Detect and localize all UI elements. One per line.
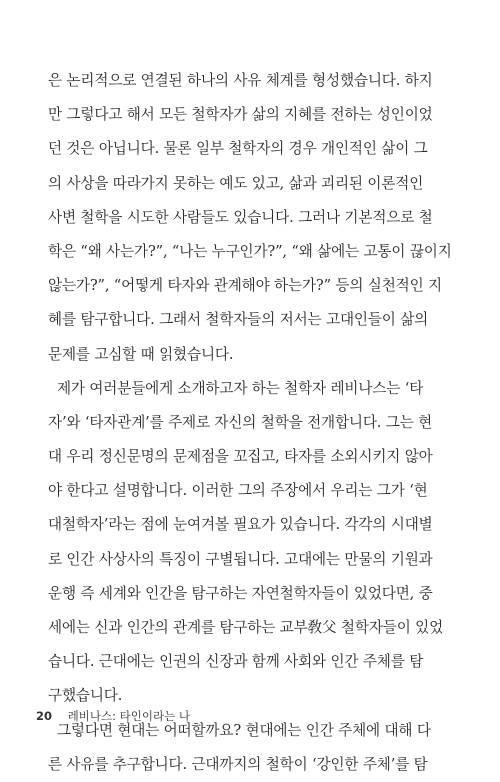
page-number: 20 bbox=[36, 709, 53, 723]
text-line: 않는가?”, “어떻게 타자와 관계해야 하는가?” 등의 실천적인 지 bbox=[48, 277, 442, 295]
text-line: 대 우리 정신문명의 문제점을 꼬집고, 타자를 소외시키지 않아 bbox=[48, 448, 433, 466]
body-text bbox=[48, 64, 460, 782]
text-line: 구했습니다. bbox=[48, 687, 123, 705]
text-line: 세에는 신과 인간의 관계를 탐구하는 교부敎父 철학자들이 있었 bbox=[48, 619, 444, 636]
text-line: 문제를 고심할 때 읽혔습니다. bbox=[48, 345, 234, 363]
text-line: 른 사유를 추구합니다. 근대까지의 철학이 ‘강인한 주체’를 탐 bbox=[48, 755, 428, 773]
text-line: 학은 “왜 사는가?”, “나는 누구인가?”, “왜 삶에는 고통이 끊이지 bbox=[48, 242, 452, 260]
text-line: 던 것은 아닙니다. 물론 일부 철학자의 경우 개인적인 삶이 그 bbox=[48, 140, 428, 158]
text-line: 은 논리적으로 연결된 하나의 사유 체계를 형성했습니다. 하지 bbox=[48, 72, 433, 89]
text-line: 의 사상을 따라가지 못하는 예도 있고, 삶과 괴리된 이론적인 bbox=[48, 174, 424, 192]
text-line: 만 그렇다고 해서 모든 철학자가 삶의 지혜를 전하는 성인이었 bbox=[48, 106, 433, 124]
text-line: 대철학자’라는 점에 눈여겨볼 필요가 있습니다. 각각의 시대별 bbox=[48, 516, 433, 534]
text-line: 로 인간 사상사의 특징이 구별됩니다. 고대에는 만물의 기원과 bbox=[48, 550, 433, 568]
text-line: 사변 철학을 시도한 사람들도 있습니다. 그러나 기본적으로 철 bbox=[48, 208, 433, 226]
text-line: 야 한다고 설명합니다. 이러한 그의 주장에서 우리는 그가 ‘현 bbox=[48, 482, 428, 500]
text-line: 습니다. 근대에는 인권의 신장과 함께 사회와 인간 주체를 탐 bbox=[48, 653, 424, 671]
text-line: 혜를 탐구합니다. 그래서 철학자들의 저서는 고대인들이 삶의 bbox=[48, 311, 429, 329]
page-footer bbox=[36, 708, 190, 724]
running-title: 레비나스: 타인이라는 나 bbox=[67, 709, 190, 723]
text-line: 그렇다면 현대는 어떠할까요? 현대에는 인간 주체에 대해 다 bbox=[48, 721, 431, 739]
text-line: 자’와 ‘타자관계’를 주제로 자신의 철학을 전개합니다. 그는 현 bbox=[48, 413, 433, 431]
text-line: 운행 즉 세계와 인간을 탐구하는 자연철학자들이 있었다면, 중 bbox=[48, 584, 433, 602]
text-line: 제가 여러분들에게 소개하고자 하는 철학자 레비나스는 ‘타 bbox=[48, 379, 424, 397]
